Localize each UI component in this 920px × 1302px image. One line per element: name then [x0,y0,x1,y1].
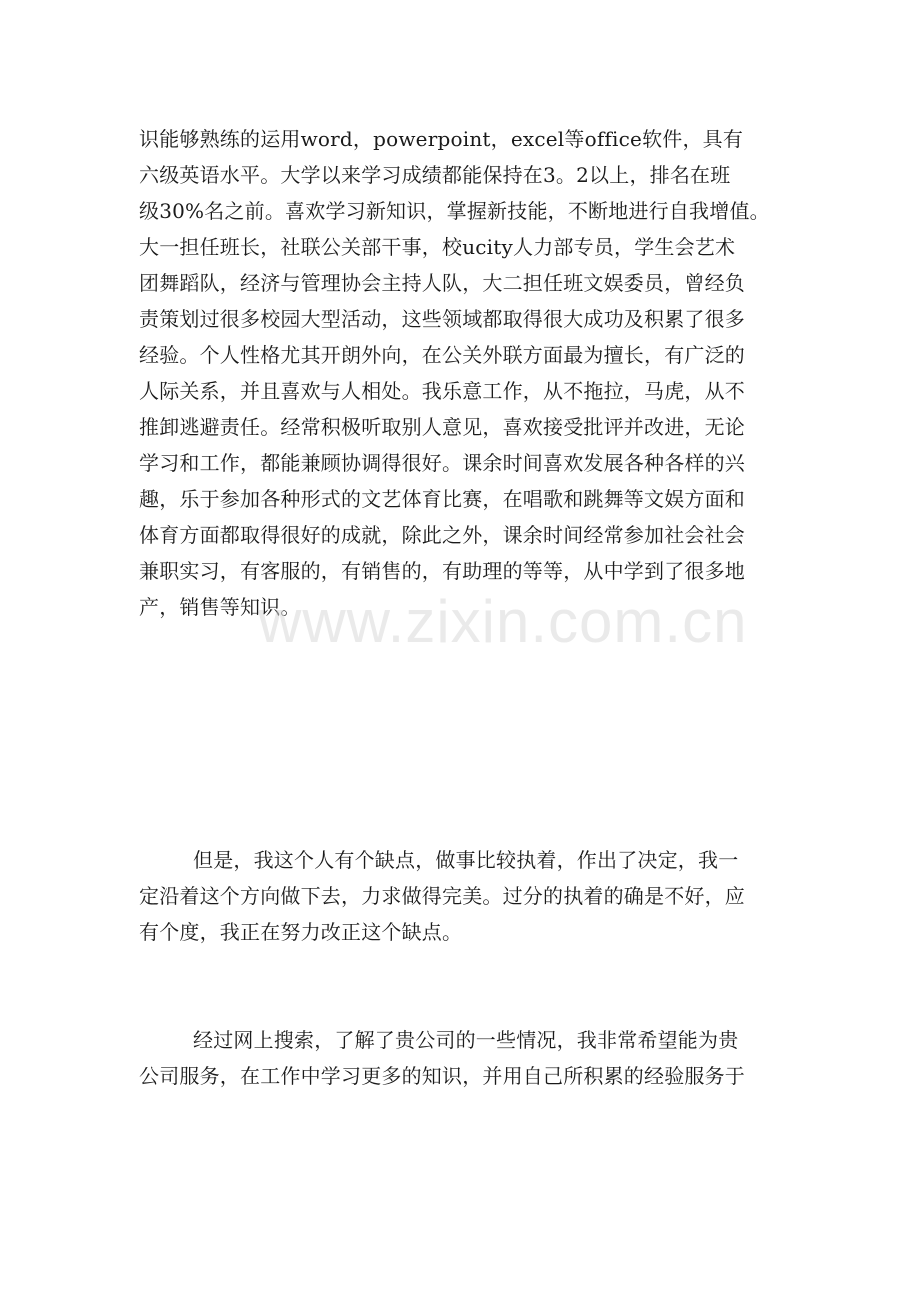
text-line: 趣，乐于参加各种形式的文艺体育比赛，在唱歌和跳舞等文娱方面和 [139,487,745,511]
watermark: www.zixin.com.cn [258,588,748,655]
paragraph-shortcoming [139,842,819,950]
text-line: 经验。个人性格尤其开朗外向，在公关外联方面最为擅长，有广泛的 [139,343,745,367]
text-line: 体育方面都取得很好的成就，除此之外，课余时间经常参加社会社会 [139,523,745,547]
text-line: 大一担任班长，社联公关部干事，校ucity人力部专员，学生会艺术 [139,235,736,259]
text-line: 团舞蹈队，经济与管理协会主持人队，大二担任班文娱委员，曾经负 [139,271,745,295]
paragraph-company-interest [139,1022,819,1094]
paragraph-self-introduction [139,121,819,625]
text-line: 公司服务，在工作中学习更多的知识，并用自己所积累的经验服务于 [139,1064,745,1088]
text-line: 学习和工作，都能兼顾协调得很好。课余时间喜欢发展各种各样的兴 [139,451,745,475]
text-line: 兼职实习，有客服的，有销售的，有助理的等等，从中学到了很多地 [139,559,745,583]
text-line: 但是，我这个人有个缺点，做事比较执着，作出了决定，我一 [193,848,739,872]
text-line: 产，销售等知识。 [139,595,301,619]
text-line: 有个度，我正在努力改正这个缺点。 [139,920,463,944]
text-line: 责策划过很多校园大型活动，这些领域都取得很大成功及积累了很多 [139,307,745,331]
text-line: 识能够熟练的运用word，powerpoint，excel等office软件，具有 [139,127,744,151]
text-line: 级30%名之前。喜欢学习新知识，掌握新技能，不断地进行自我增值。 [139,199,770,223]
text-line: 经过网上搜索，了解了贵公司的一些情况，我非常希望能为贵 [193,1028,739,1052]
text-line: 人际关系，并且喜欢与人相处。我乐意工作，从不拖拉，马虎，从不 [139,379,745,403]
text-line: 定沿着这个方向做下去，力求做得完美。过分的执着的确是不好，应 [139,884,745,908]
text-line: 六级英语水平。大学以来学习成绩都能保持在3。2以上，排名在班 [139,163,731,187]
text-line: 推卸逃避责任。经常积极听取别人意见，喜欢接受批评并改进，无论 [139,415,745,439]
